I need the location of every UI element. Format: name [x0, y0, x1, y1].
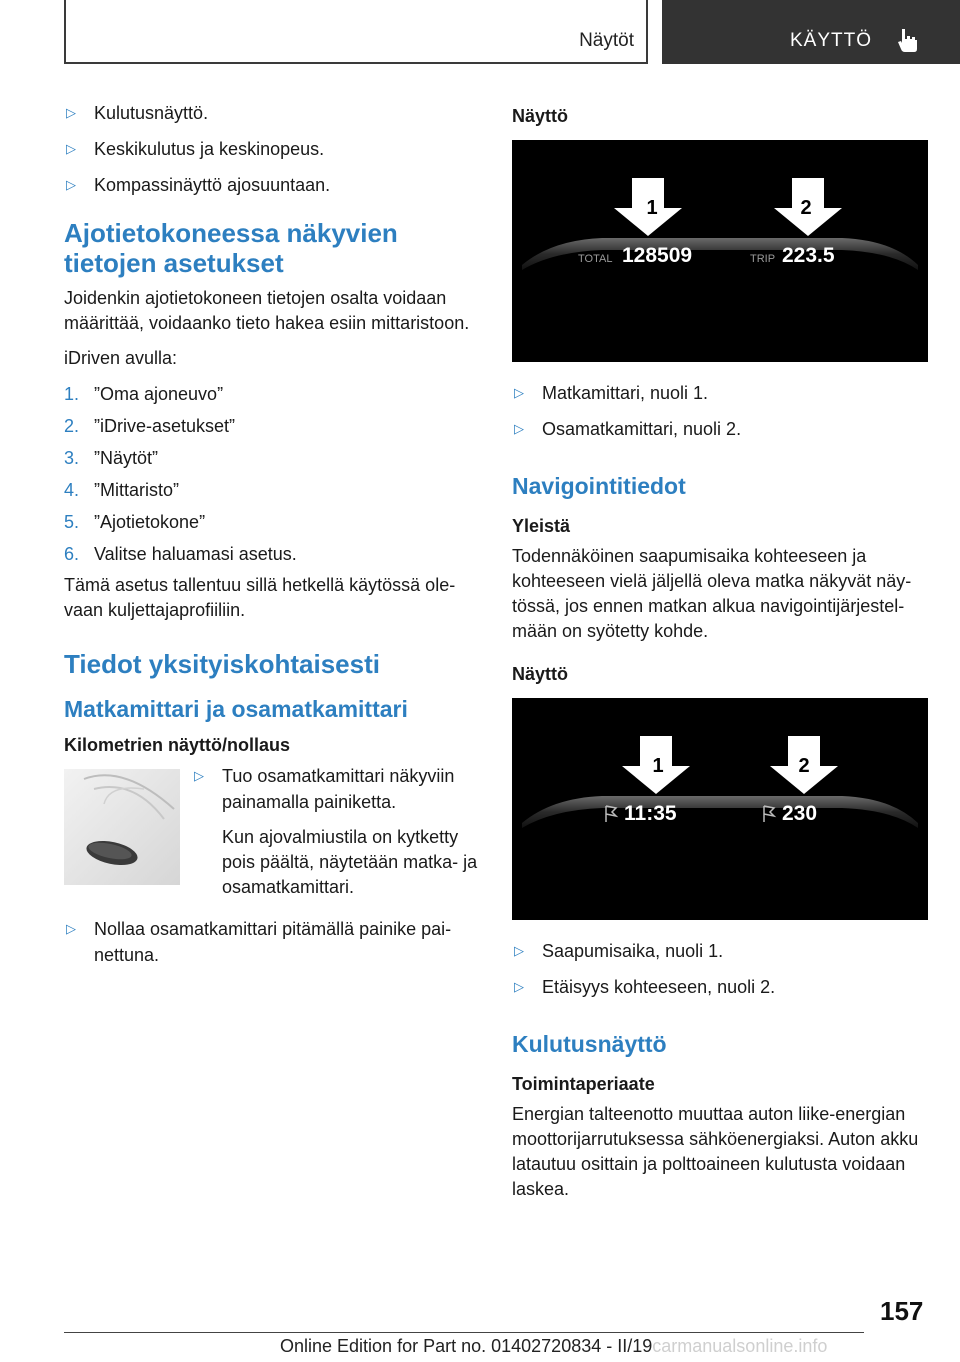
footer-divider: [64, 1332, 864, 1333]
list-item: ▷ Matkamittari, nuoli 1.: [512, 380, 928, 406]
list-item: ▷ Nollaa osamatkamittari pitämällä painike painettuna.: [64, 916, 480, 968]
save-note: Tämä asetus tallentuu sillä hetkellä käytössä olevaan kuljettajaprofiiliin.: [64, 575, 456, 620]
total-label: TOTAL: [578, 253, 613, 265]
footer-edition: [280, 1336, 827, 1357]
trip-reset-button-photo: [64, 769, 180, 885]
left-column: [64, 100, 480, 978]
arrow-2-number: 2: [798, 755, 810, 777]
consumption-text: Energian talteenotto muuttaa auton liike-energian moottorijarrutuksessa sähköenergiaksi. Auton akku latautuu osittain ja polttoaineen kulutusta voidaan laskea.: [512, 1104, 919, 1199]
header-section-title: Näytöt: [579, 30, 634, 51]
heading-settings: Ajotietokoneessa näkyvien tietojen asetukset: [64, 218, 398, 278]
header-chapter-box: [662, 0, 960, 64]
heading-general: Yleistä: [512, 516, 571, 536]
step-item: 4. ”Mittaristo”: [64, 480, 179, 500]
display-label-2: Näyttö: [512, 664, 569, 684]
arrival-time-value: 11:35: [624, 802, 677, 825]
right-column: [512, 100, 928, 1212]
odometer-display-image: [512, 140, 928, 362]
heading-consumption: Kulutusnäyttö: [512, 1031, 667, 1057]
page-number: 157: [880, 1296, 924, 1326]
list-item: ▷ Tuo osamatkamittari näkyviin painamalla painiketta.: [192, 763, 480, 815]
settings-intro: Joidenkin ajotietokoneen tietojen osalta voidaan määrittää, voidaanko tieto hakea esiin mittaristoon.: [64, 288, 470, 333]
list-item: ▷ Kompassinäyttö ajosuuntaan.: [64, 172, 480, 198]
arrow-2-number: 2: [800, 197, 812, 219]
nav-text: Todennäköinen saapumisaika kohteeseen ja kohteeseen vielä jäljellä oleva matka näkyvät näytössä, jos ennen matkan alkua navigointijärjestelmään on syötetty kohde.: [512, 546, 912, 641]
heading-details: Tiedot yksityiskohtaisesti: [64, 649, 380, 679]
kilo-section: [64, 763, 480, 910]
pointing-hand-icon: [894, 26, 922, 54]
triangle-bullet-icon: ▷: [514, 979, 524, 994]
triangle-bullet-icon: ▷: [514, 421, 524, 436]
heading-km: Kilometrien näyttö/nollaus: [64, 735, 291, 755]
header-section-box: [64, 0, 648, 64]
triangle-bullet-icon: ▷: [66, 921, 76, 936]
watermark: carmanualsonline.info: [652, 1336, 828, 1356]
navigation-display-image: [512, 698, 928, 920]
step-item: 6. Valitse haluamasi asetus.: [64, 544, 297, 564]
step-item: 3. ”Näytöt”: [64, 448, 159, 468]
list-item: ▷ Osamatkamittari, nuoli 2.: [512, 416, 928, 442]
triangle-bullet-icon: ▷: [66, 105, 76, 120]
trip-value: 223.5: [782, 244, 835, 267]
triangle-bullet-icon: ▷: [514, 943, 524, 958]
total-value: 128509: [622, 244, 693, 267]
heading-principle: Toimintaperiaate: [512, 1074, 655, 1094]
step-item: 5. ”Ajotietokone”: [64, 512, 206, 532]
arrow-1-number: 1: [652, 755, 664, 777]
triangle-bullet-icon: ▷: [66, 141, 76, 156]
triangle-bullet-icon: ▷: [514, 385, 524, 400]
heading-trip: Matkamittari ja osamatkamittari: [64, 696, 408, 722]
flag-icon: [606, 806, 616, 822]
list-item: ▷ Keskikulutus ja keskinopeus.: [64, 136, 480, 162]
distance-value: 230: [782, 802, 818, 825]
kilo-text: [192, 763, 480, 910]
heading-nav: Navigointitiedot: [512, 473, 686, 499]
edition-text: Online Edition for Part no. 01402720834 - II/19: [280, 1336, 653, 1356]
list-item: ▷ Etäisyys kohteeseen, nuoli 2.: [512, 974, 928, 1000]
step-item: 2. ”iDrive-asetukset”: [64, 416, 236, 436]
step-item: 1. ”Oma ajoneuvo”: [64, 384, 224, 404]
list-item: ▷ Kulutusnäyttö.: [64, 100, 480, 126]
triangle-bullet-icon: ▷: [194, 768, 204, 783]
idrive-label: iDriven avulla:: [64, 348, 178, 368]
kilo-note: Kun ajovalmiustila on kytketty pois päältä, näytetään matka- ja osamatkamittari.: [222, 827, 478, 897]
display-label-1: Näyttö: [512, 106, 569, 126]
trip-label: TRIP: [750, 253, 776, 265]
triangle-bullet-icon: ▷: [66, 177, 76, 192]
list-item: ▷ Saapumisaika, nuoli 1.: [512, 938, 928, 964]
flag-icon: [764, 806, 774, 822]
header-chapter-title: KÄYTTÖ: [790, 30, 873, 51]
arrow-1-number: 1: [646, 197, 658, 219]
